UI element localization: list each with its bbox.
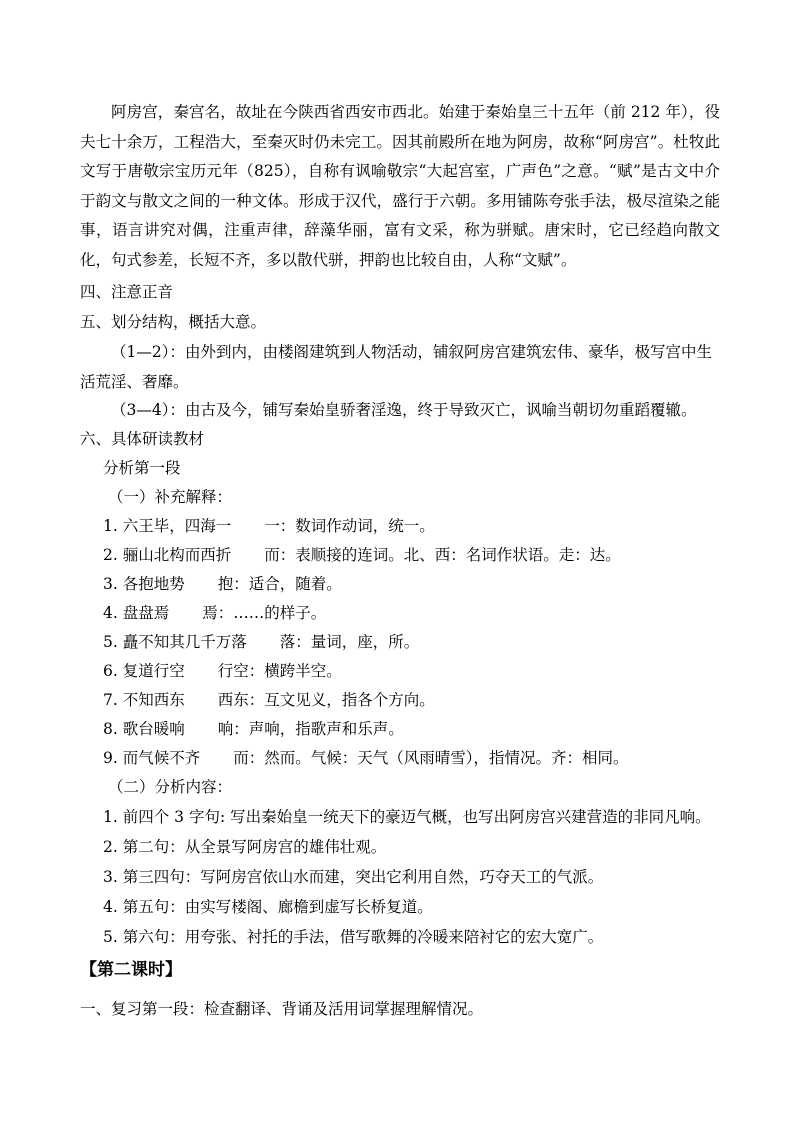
item-term: 矗不知其几千万落 xyxy=(122,633,247,651)
item-number: 9. xyxy=(103,749,118,767)
item-note: 行空：横跨半空。 xyxy=(217,662,342,680)
item-note: 响：声响，指歌声和乐声。 xyxy=(217,720,404,738)
item-number: 1. xyxy=(103,808,118,826)
item-number: 3. xyxy=(103,868,118,886)
analysis-item xyxy=(103,833,386,863)
section-5-heading: 五、划分结构，概括大意。 xyxy=(80,313,267,331)
supplementary-explanation-title: （一）补充解释： xyxy=(108,488,233,506)
explanation-item xyxy=(103,628,419,658)
item-text: 第三四句：写阿房宫依山水而建，突出它利用自然，巧夺天工的气派。 xyxy=(122,868,604,886)
item-term: 各抱地势 xyxy=(122,575,185,593)
explanation-item xyxy=(103,657,342,687)
section-4-heading: 四、注意正音 xyxy=(80,283,174,301)
analysis-item xyxy=(103,803,711,833)
item-number: 2. xyxy=(103,546,118,564)
structure-part-1: （1—2）：由外到内，由楼阁建筑到人物活动，铺叙阿房宫建筑宏伟、豪华，极写宫中生活荒淫、奢靡。 xyxy=(80,343,712,391)
explanation-item xyxy=(103,599,326,629)
item-term: 骊山北构而西折 xyxy=(122,546,232,564)
item-term: 歌台暖响 xyxy=(122,720,185,738)
item-term: 而气候不齐 xyxy=(122,749,201,767)
intro-paragraph: 阿房宫，秦宫名，故址在今陕西省西安市西北。始建于秦始皇三十五年（前 212 年），役夫七十余万，工程浩大，至秦灭时仍未完工。因其前殿所在地为阿房，故称“阿房宫”。杜牧此文写于唐敬宗宝历元年（825），自称有讽喻敬宗“大起宫室，广声色”之意。“赋”是古文中介于韵文与散文之间的一种文体。形成于汉代，盛行于六朝。多用铺陈夸张手法，极尽渲染之能事，语言讲究对偶，注重声律，辞藻华丽，富有文采，称为骈赋。唐宋时，它已经趋向散文化，句式参差，长短不齐，多以散代骈，押韵也比较自由，人称“文赋”。 xyxy=(80,103,720,269)
item-text: 前四个 3 字句: 写出秦始皇一统天下的豪迈气概，也写出阿房宫兴建营造的非同凡响。 xyxy=(122,808,711,826)
item-note: 而：然而。气候：天气（风雨晴雪），指情况。齐：相同。 xyxy=(233,749,629,767)
explanation-item xyxy=(103,686,435,716)
item-note: 焉：……的样子。 xyxy=(202,604,327,622)
item-number: 4. xyxy=(103,604,118,622)
item-number: 1. xyxy=(103,517,118,535)
item-number: 5. xyxy=(103,928,118,946)
content-analysis-title: （二）分析内容： xyxy=(108,778,233,796)
analysis-title: 分析第一段 xyxy=(103,459,181,477)
item-note: 落：量词，座，所。 xyxy=(279,633,420,651)
review-item: 一、复习第一段：检查翻译、背诵及活用词掌握理解情况。 xyxy=(80,1000,484,1018)
item-number: 6. xyxy=(103,662,118,680)
explanation-item xyxy=(103,744,628,774)
item-number: 3. xyxy=(103,575,118,593)
item-number: 8. xyxy=(103,720,118,738)
section-6-heading: 六、具体研读教材 xyxy=(80,430,205,448)
item-note: 一：数词作动词，统一。 xyxy=(264,517,435,535)
explanation-item xyxy=(103,512,435,542)
analysis-item xyxy=(103,893,433,923)
item-text: 第五句：由实写楼阁、廊檐到虚写长桥复道。 xyxy=(122,898,433,916)
item-number: 2. xyxy=(103,838,118,856)
analysis-item xyxy=(103,923,603,953)
item-number: 7. xyxy=(103,691,118,709)
item-note: 抱：适合，随着。 xyxy=(217,575,342,593)
explanation-item xyxy=(103,570,342,600)
item-text: 第六句：用夸张、衬托的手法，借写歌舞的冷暖来陪衬它的宏大宽广。 xyxy=(122,928,604,946)
item-number: 4. xyxy=(103,898,118,916)
analysis-item xyxy=(103,863,603,893)
item-text: 第二句：从全景写阿房宫的雄伟壮观。 xyxy=(122,838,387,856)
structure-part-2: （3—4）：由古及今，铺写秦始皇骄奢淫逸，终于导致灭亡，讽喻当朝切勿重蹈覆辙。 xyxy=(111,401,697,419)
lesson-2-heading: 【第二课时】 xyxy=(80,960,182,980)
item-term: 不知西东 xyxy=(122,691,185,709)
item-number: 5. xyxy=(103,633,118,651)
item-term: 六王毕，四海一 xyxy=(122,517,232,535)
item-term: 盘盘焉 xyxy=(122,604,170,622)
item-term: 复道行空 xyxy=(122,662,185,680)
item-note: 西东：互文见义，指各个方向。 xyxy=(217,691,435,709)
explanation-item xyxy=(103,715,404,745)
item-note: 而：表顺接的连词。北、西：名词作状语。走：达。 xyxy=(264,546,621,564)
explanation-item xyxy=(103,541,621,571)
